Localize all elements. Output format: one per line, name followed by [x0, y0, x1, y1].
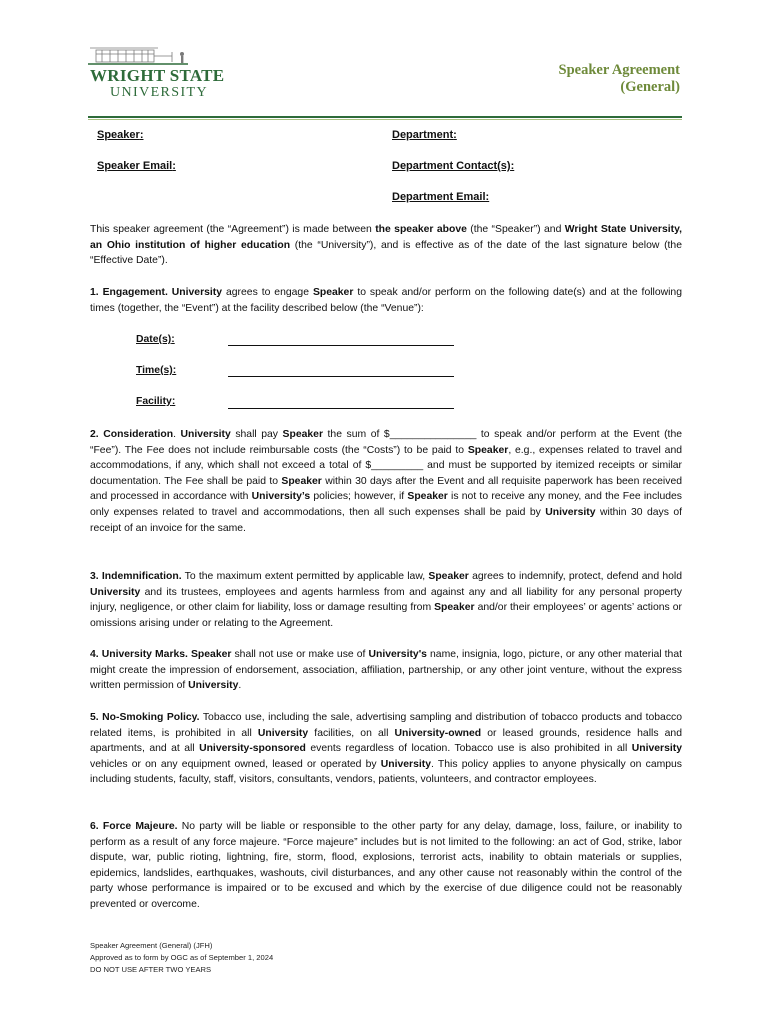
department-field-label: Department: — [392, 129, 457, 141]
footer-line-3: DO NOT USE AFTER TWO YEARS — [90, 965, 212, 974]
section-university-marks: 4. University Marks. Speaker shall not use or make use of University's name, insignia, logo, picture, or any other material that might create the impression of endorsement, association, affiliation, partnership, or any other joint venture, without the express written permission of University. — [90, 649, 682, 692]
header-rule-dark — [88, 116, 682, 118]
title-line-2: (General) — [620, 79, 680, 95]
venue-dates-line — [228, 345, 454, 346]
section-no-smoking-policy: 5. No-Smoking Policy. Tobacco use, including the sale, advertising sampling and distribution of tobacco products and tobacco related items, is prohibited in all University facilities, on all University-owned or leased grounds, residence halls and apartments, and at all University-sponsored events regardless of location. Tobacco use is also prohibited in all University vehicles or on any equipment owned, leased or operated by University. This policy applies to anyone physically on campus including students, faculty, staff, visitors, consultants, vendors, patients, volunteers, and contractor employees. — [90, 712, 683, 786]
building-emblem-icon — [88, 44, 198, 66]
footer-line-2: Approved as to form by OGC as of September 1, 2024 — [90, 953, 274, 962]
title-line-1: Speaker Agreement — [558, 62, 680, 78]
intro-paragraph: This speaker agreement (the “Agreement”) is made between the speaker above (the “Speaker”) and Wright State University, an Ohio institution of higher education (the “University”), and is effective as of the date of the last signature below (the “Effective Date”). — [90, 224, 682, 267]
speaker-email-field-label: Speaker Email: — [97, 160, 176, 172]
section-indemnification: 3. Indemnification. To the maximum extent permitted by applicable law, Speaker agrees to indemnify, protect, defend and hold University and its trustees, employees and agents harmless from and against any and all liability for any personal property injury, negligence, or other claim for liability, loss or damage resulting from Speaker and/or their employees’ or agents’ actions or omissions arising under or relating to the Agreement. — [90, 571, 683, 629]
logo-wordmark-bottom: UNIVERSITY — [110, 85, 208, 100]
venue-facility-label: Facility: — [136, 396, 176, 407]
venue-facility-line — [228, 408, 454, 409]
footer-line-1: Speaker Agreement (General) (JFH) — [90, 941, 213, 950]
venue-times-line — [228, 376, 454, 377]
section-consideration: 2. Consideration. University shall pay Speaker the sum of $_______________ to speak and/or perform at the Event (the “Fee”). The Fee does not include reimbursable costs (the “Costs”) to be paid to Speaker, e.g., expenses related to travel and accommodations, if any, which shall not exceed a total of $_________ and must be supported by itemized receipts or similar documentation. The Fee shall be paid to Speaker within 30 days after the Event and all requisite paperwork has been received and processed in accordance with University’s policies; however, if Speaker is not to receive any money, and the Fee includes only expenses related to travel and accommodations, then all such expenses shall be paid by University within 30 days of receipt of an invoice for the same. — [90, 429, 682, 534]
venue-times-label: Time(s): — [136, 365, 177, 376]
venue-dates-label: Date(s): — [136, 334, 175, 345]
department-contacts-field-label: Department Contact(s): — [392, 160, 515, 172]
wright-state-logo — [88, 44, 225, 108]
document-footer — [90, 940, 273, 976]
section-force-majeure: 6. Force Majeure. No party will be liable or responsible to the other party for any delay, damage, loss, failure, or inability to perform as a result of any force majeure. “Force majeure” includes but is not limited to the following: an act of God, strike, labor dispute, war, public rioting, lightning, fire, storm, flood, explosions, terrorist acts, inability to obtain materials or supplies, epidemics, landslides, earthquakes, washouts, civil disturbances, and any other cause not reasonably within the control of the party whose performance is impaired or to be excused and which by the exercise of due diligence could not be reasonably prevented or overcome. — [90, 821, 682, 910]
speaker-field-label: Speaker: — [97, 129, 144, 141]
logo-wordmark-top: WRIGHT STATE — [90, 66, 225, 85]
document-title — [559, 62, 681, 96]
header-rule-light — [88, 119, 682, 120]
section-engagement: 1. Engagement. University agrees to engage Speaker to speak and/or perform on the following date(s) and at the following times (together, the “Event”) at the facility described below (the “Venue”): — [90, 287, 682, 314]
department-email-field-label: Department Email: — [392, 191, 490, 203]
